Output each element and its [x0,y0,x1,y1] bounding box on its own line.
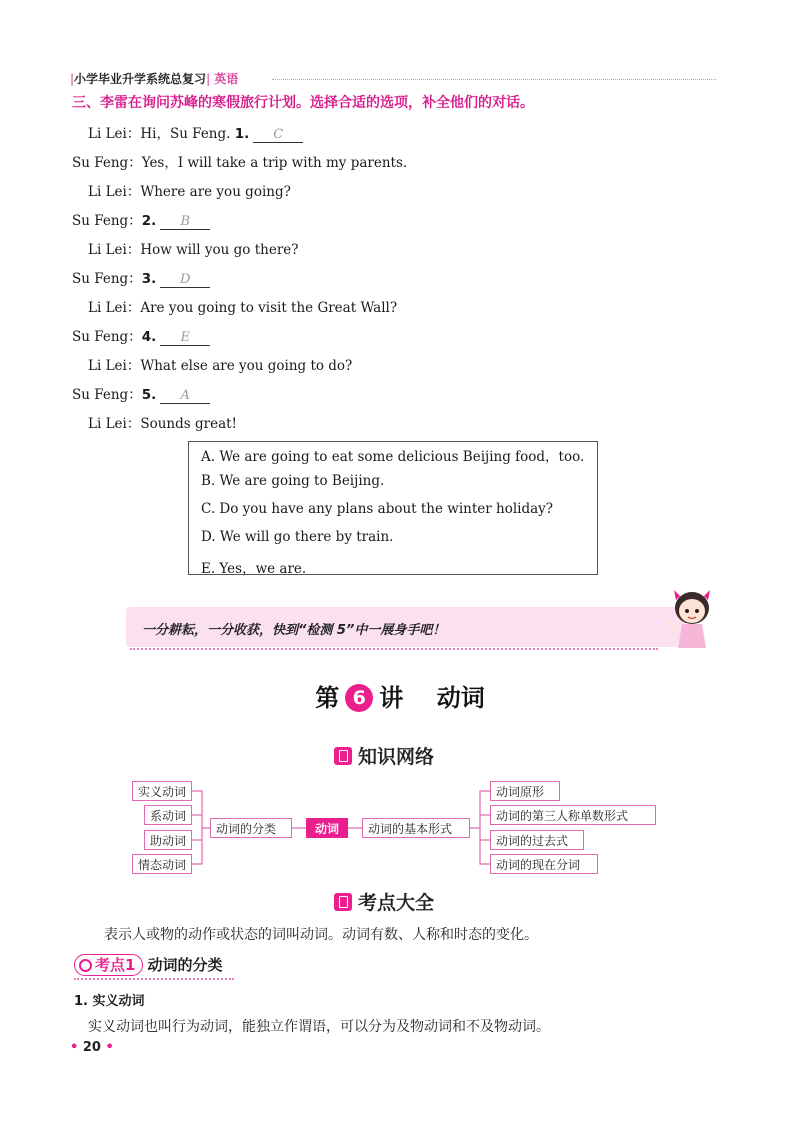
dialogue-line: Su Feng：3. D [72,267,210,288]
notebook-icon [334,893,352,911]
speaker-text: What else are you going to do? [140,358,353,374]
question-title: 三、李雷在询问苏峰的寒假旅行计划。选择合适的选项，补全他们的对话。 [72,95,534,111]
speaker-name: Su Feng [72,329,129,345]
blank-number: 2. [141,213,157,229]
page-number: • 20 • [70,1040,114,1055]
blank-number: 5. [141,387,157,403]
page-number-value: 20 [82,1040,101,1055]
speaker-text: Yes，I will take a trip with my parents. [141,155,408,171]
mm-classification: 动词的分类 [210,818,292,838]
dialogue-line: Su Feng：2. B [72,209,210,230]
running-header: |小学毕业升学系统总复习| 英语 [70,72,239,86]
speaker-text: Hi，Su Feng. [140,126,231,142]
subsection-title: 1. 实义动词 [74,994,145,1009]
section-network-label: 知识网络 [358,746,435,768]
speaker-name: Li Lei [88,184,127,200]
option-d: D. We will go there by train. [201,529,394,545]
mm-form-base: 动词原形 [490,781,560,801]
subject-label: 英语 [214,72,239,86]
speaker-name: Su Feng [72,271,129,287]
target-icon [79,959,92,972]
speaker-name: Su Feng [72,213,129,229]
dialogue-line: Li Lei：Hi，Su Feng. 1. C [88,122,303,143]
speaker-text: How will you go there? [140,242,299,258]
option-e: E. Yes，we are. [201,561,307,577]
mm-item-xi: 系动词 [144,805,192,825]
mm-item-shiyi: 实义动词 [132,781,192,801]
lecture-prefix: 第 [315,684,340,712]
intro-paragraph: 表示人或物的动作或状态的词叫动词。动词有数、人称和时态的变化。 [104,927,538,943]
speaker-name: Li Lei [88,416,127,432]
lecture-suffix: 讲 [379,684,404,712]
speaker-text: Sounds great! [140,416,237,432]
mm-item-qingtai: 情态动词 [132,854,192,874]
speaker-text: Are you going to visit the Great Wall? [140,300,398,316]
banner-text: 一分耕耘，一分收获，快到“检测 5”中一展身手吧！ [142,623,446,638]
dialogue-line: Li Lei：Sounds great! [88,416,237,432]
kaodian-label: 考点1 [95,956,136,974]
dialogue-line: Li Lei：Where are you going? [88,184,291,200]
blank-number: 4. [141,329,157,345]
answer-blank[interactable]: C [253,128,303,143]
speaker-name: Li Lei [88,126,127,142]
kaodian-title: 动词的分类 [147,956,223,974]
lecture-number: 6 [345,684,373,712]
dialogue-line: Li Lei：What else are you going to do? [88,358,353,374]
section-key-points [334,888,434,915]
kaodian-pill [74,954,143,976]
mm-form-present-participle: 动词的现在分词 [490,854,598,874]
mm-basic-forms: 动词的基本形式 [362,818,470,838]
speaker-name: Su Feng [72,387,129,403]
mm-item-zhu: 助动词 [144,830,192,850]
dialogue-line: Su Feng：5. A [72,383,210,404]
mm-form-third-person: 动词的第三人称单数形式 [490,805,656,825]
lecture-topic: 动词 [436,684,485,712]
dialogue-line: Su Feng：4. E [72,325,210,346]
answer-blank[interactable]: D [160,273,210,288]
dialogue-line: Li Lei：Are you going to visit the Great Wall? [88,300,398,316]
subsection-text: 实义动词也叫行为动词，能独立作谓语，可以分为及物动词和不及物动词。 [88,1019,550,1035]
speaker-name: Su Feng [72,155,129,171]
answer-blank[interactable]: E [160,331,210,346]
speaker-name: Li Lei [88,358,127,374]
option-c: C. Do you have any plans about the winter holiday? [201,501,554,517]
speaker-text: Where are you going? [140,184,291,200]
speaker-name: Li Lei [88,300,127,316]
answer-blank[interactable]: A [160,389,210,404]
blank-number: 1. [234,126,250,142]
section-points-label: 考点大全 [358,892,435,914]
blank-number: 3. [141,271,157,287]
mm-hub-verb: 动词 [306,818,348,838]
speaker-name: Li Lei [88,242,127,258]
mm-form-past: 动词的过去式 [490,830,584,850]
option-a: A. We are going to eat some delicious Beijing food，too. [201,449,585,465]
answer-blank[interactable]: B [160,215,210,230]
dialogue-line: Li Lei：How will you go there? [88,242,299,258]
book-title: 小学毕业升学系统总复习 [74,72,207,86]
dialogue-line: Su Feng：Yes，I will take a trip with my parents. [72,155,408,171]
option-b: B. We are going to Beijing. [201,473,385,489]
kaodian-heading [74,954,222,976]
kaodian-dots [74,978,234,980]
